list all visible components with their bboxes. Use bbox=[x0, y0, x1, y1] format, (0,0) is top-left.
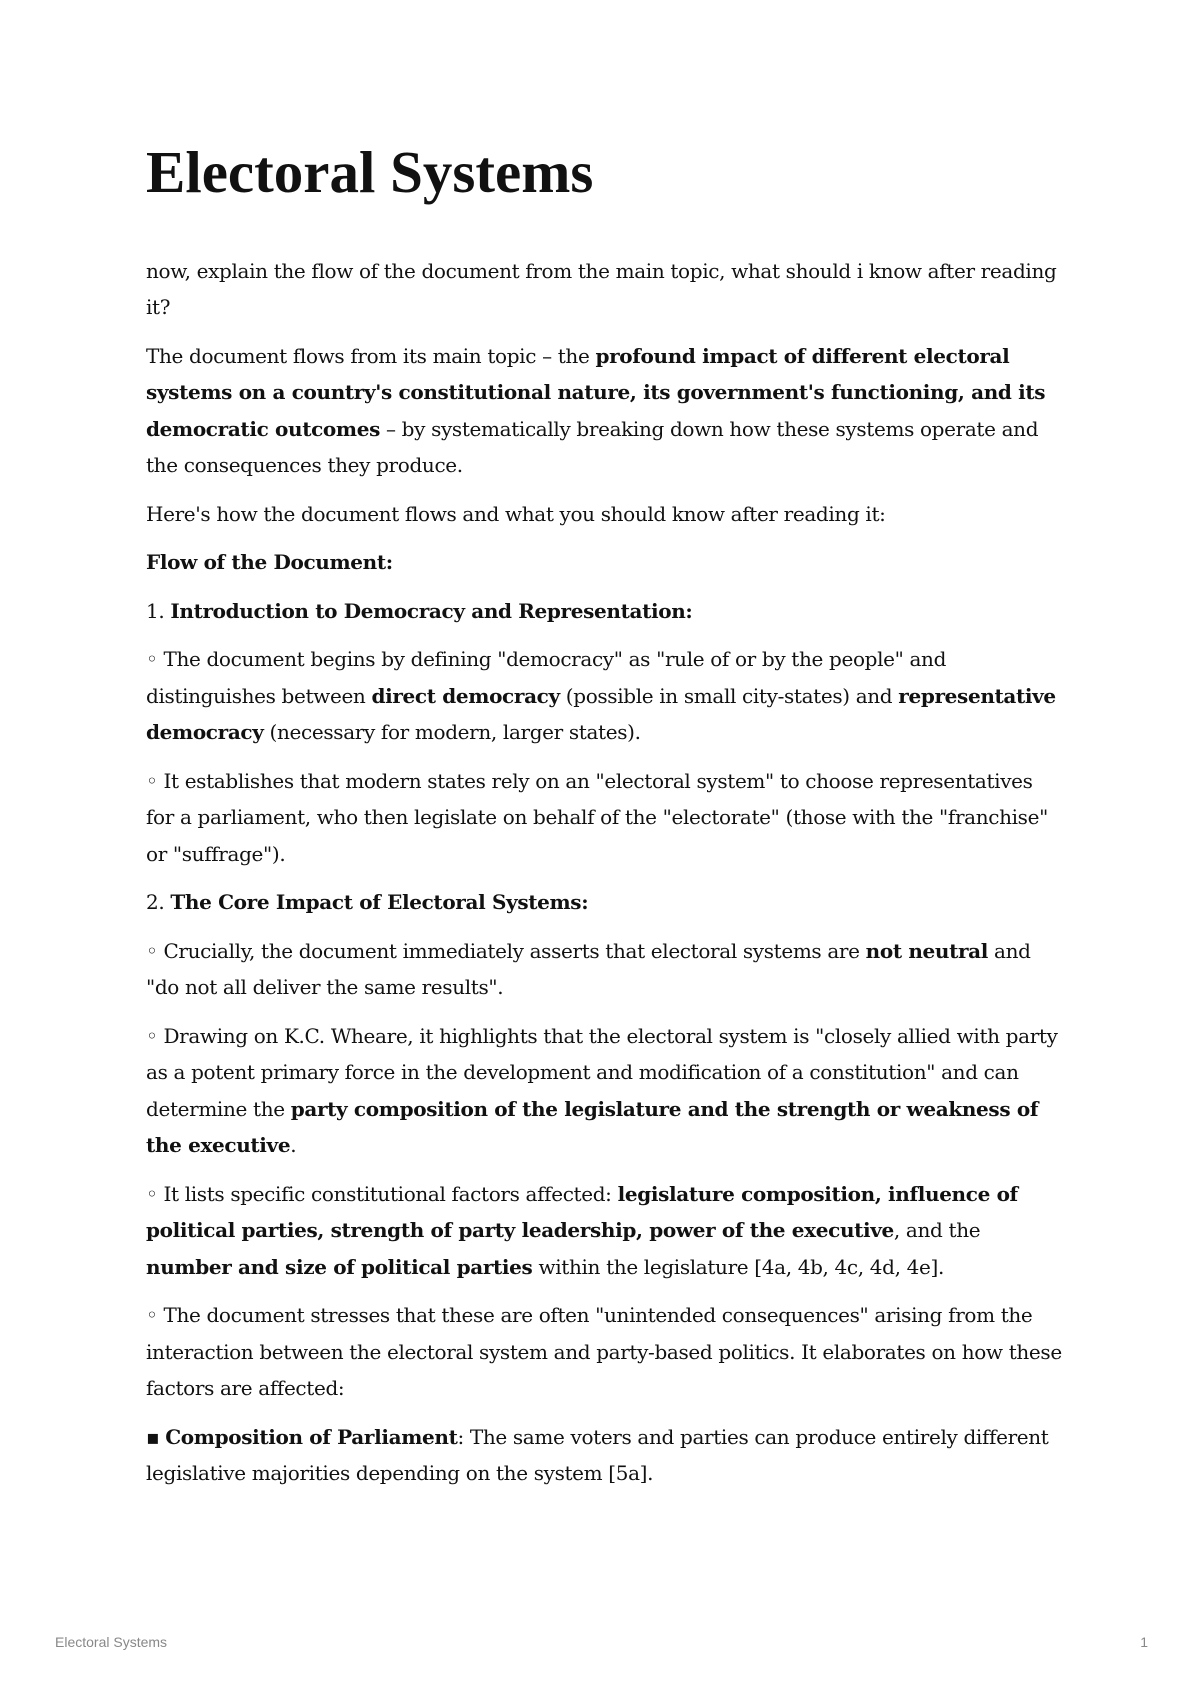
bullet-text: (possible in small city-states) and bbox=[559, 683, 899, 708]
bullet-unintended: ◦ The document stresses that these are often "unintended consequences" arising from the interaction between the electoral system and party-based politics. It elaborates on how these factors are affected: bbox=[146, 1303, 1062, 1401]
section-2-heading bbox=[146, 884, 1066, 921]
bullet-text: within the legislature [4a, 4b, 4c, 4d, 4e]. bbox=[532, 1254, 944, 1279]
bullet-emphasis: party composition of the legislature and the strength or weakness of the executive bbox=[146, 1096, 1039, 1158]
subbullet-composition bbox=[146, 1419, 1066, 1492]
bullet-factors bbox=[146, 1176, 1066, 1286]
footer-title: Electoral Systems bbox=[55, 1634, 168, 1650]
question-paragraph: now, explain the flow of the document from the main topic, what should i know after reading it? bbox=[146, 258, 1057, 320]
page-number: 1 bbox=[1140, 1634, 1148, 1650]
section-1-heading bbox=[146, 593, 1066, 630]
bullet-emphasis: direct democracy bbox=[371, 683, 560, 708]
summary-emphasis: profound impact of different electoral systems on a country's constitutional nature, its government's functioning, and its democratic outcomes bbox=[146, 343, 1046, 441]
bullet-electoral-system: ◦ It establishes that modern states rely on an "electoral system" to choose representatives for a parliament, who then legislate on behalf of the "electorate" (those with the "franchise" or "suffrage"). bbox=[146, 768, 1048, 866]
bullet-emphasis: Composition of Parliament bbox=[165, 1424, 458, 1449]
document-title: Electoral Systems bbox=[146, 139, 594, 205]
bullet-text: ◦ The document begins by defining "democracy" as "rule of or by the people" and distinguishes between bbox=[146, 647, 947, 708]
bullet-emphasis: number and size of political parties bbox=[146, 1254, 533, 1279]
intro-paragraph: Here's how the document flows and what you should know after reading it: bbox=[146, 501, 886, 526]
section-number: 2. bbox=[146, 890, 171, 915]
bullet-not-neutral bbox=[146, 933, 1066, 1006]
bullet-text: and "do not all deliver the same results". bbox=[146, 938, 1031, 1000]
bullet-emphasis: representative democracy bbox=[146, 683, 1056, 745]
bullet-wheare bbox=[146, 1018, 1066, 1164]
bullet-text: ◦ It lists specific constitutional factors affected: bbox=[146, 1181, 618, 1206]
summary-text: The document flows from its main topic – the bbox=[146, 343, 596, 368]
section-number: 1. bbox=[146, 598, 171, 623]
bullet-text: : The same voters and parties can produce entirely different legislative majorities depending on the system [5a]. bbox=[146, 1424, 1049, 1486]
bullet-democracy bbox=[146, 641, 1066, 751]
subbullet-marker: ▪ bbox=[146, 1424, 166, 1449]
summary-text-end: – by systematically breaking down how these systems operate and the consequences they produce. bbox=[146, 416, 1039, 478]
bullet-text: (necessary for modern, larger states). bbox=[263, 720, 641, 745]
section-title: Introduction to Democracy and Representation: bbox=[170, 598, 693, 623]
document-body bbox=[146, 140, 1066, 1504]
bullet-text: , and the bbox=[893, 1218, 981, 1243]
section-title: The Core Impact of Electoral Systems: bbox=[170, 890, 589, 915]
summary-paragraph bbox=[146, 338, 1066, 484]
bullet-text: ◦ Drawing on K.C. Wheare, it highlights that the electoral system is "closely allied with party as a potent primary force in the development and modification of a constitution" and can determine the bbox=[146, 1023, 1058, 1121]
bullet-emphasis: not neutral bbox=[865, 938, 989, 963]
bullet-text: . bbox=[290, 1133, 297, 1158]
flow-heading bbox=[146, 544, 1066, 581]
bullet-text: ◦ Crucially, the document immediately asserts that electoral systems are bbox=[146, 938, 866, 963]
bullet-emphasis: legislature composition, influence of political parties, strength of party leadership, power of the executive bbox=[146, 1181, 1018, 1243]
flow-heading-text: Flow of the Document: bbox=[146, 550, 393, 575]
